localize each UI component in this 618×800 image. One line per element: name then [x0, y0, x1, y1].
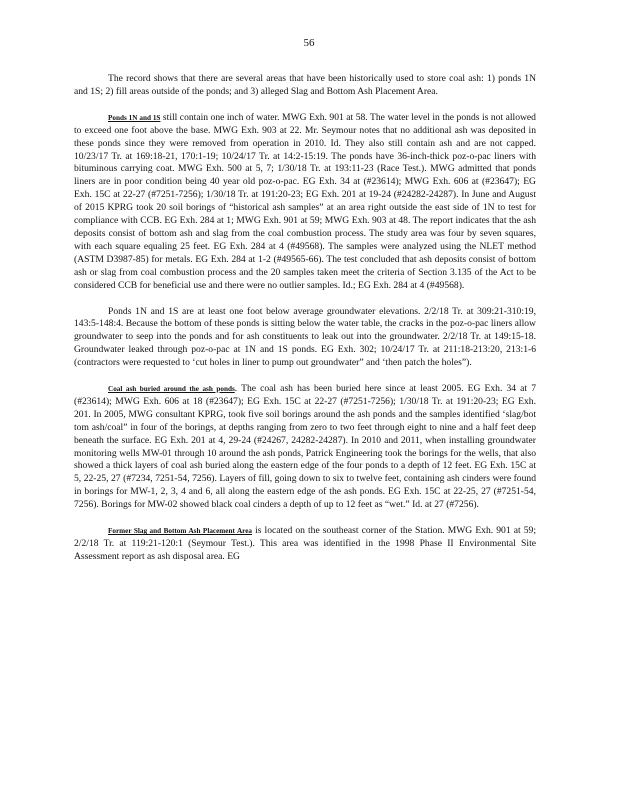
body-text — [74, 73, 536, 577]
paragraph-slag-area — [74, 525, 536, 564]
paragraph-text: still contain one inch of water. MWG Exh. 901 at 58. The water level in the ponds is not allowed to exceed one foot above the base. MWG Exh. 903 at 22. Mr. Seymour notes that no additional ash was deposited in these ponds since they were removed from operation in 2010. Id. They also still contain ash and are not capped. 10/23/17 Tr. at 169:18-21, 170:1-19; 10/24/17 Tr. at 14:2-15:19. The ponds have 36-inch-thick poz-o-pac liners with bituminous carrying coat. MWG Exh. 500 at 5, 7; 1/30/18 Tr. at 193:11-23 (Race Test.). MWG admitted that ponds liners are in poor condition being 40 year old poz-o-pac. EG Exh. 34 at (#23614); MWG Exh. 606 at (#23647); EG Exh. 15C at 22-27 (#7251-7256); 1/30/18 Tr. at 191:20-23; EG Exh. 201 at 19-24 (#24282-24287). In June and August of 2015 KPRG took 20 soil borings of “historical ash samples” at an area right outside the east side of 1N to test for compliance with CCB. EG Exh. 284 at 1; MWG Exh. 901 at 59; MWG Exh. 903 at 48. The report indicates that the ash deposits consist of bottom ash and slag from the coal combustion process. The study area was four by seven squares, with each square equaling 25 feet. EG Exh. 284 at 4 (#49568). The samples were analyzed using the NLET method (ASTM D3987-85) for metals. EG Exh. 284 at 1-2 (#49565-66). The test concluded that ash deposits consist of bottom ash or slag from coal combustion process and the 20 samples taken meet the criteria of Section 3.135 of the Act to be considered CCB for beneficial use and there were no outlier samples. Id.; EG Exh. 284 at 4 (#49568). — [74, 111, 536, 291]
page-number: 56 — [303, 37, 315, 49]
section-heading-slag-area: Former Slag and Bottom Ash Placement Area — [108, 527, 252, 536]
paragraph-text: is located on the southeast corner of the Station. MWG Exh. 901 at 59; 2/2/18 Tr. at 119:21-120:1 (Seymour Test.). This area was identified in the 1998 Phase II Environmental Site Assessment report as ash disposal area. EG — [74, 525, 536, 562]
paragraph-ponds — [74, 112, 536, 293]
paragraph-intro — [74, 73, 536, 99]
paragraph-buried-ash — [74, 383, 536, 512]
paragraph-text: Ponds 1N and 1S are at least one foot below average groundwater elevations. 2/2/18 Tr. at 309:21-310:19, 143:5-148:4. Because the bottom of these ponds is sitting below the water table, the cracks in the poz-o-pac liners allow groundwater to seep into the ponds and for ash constituents to leak out into the groundwater. 2/2/18 Tr. at 149:15-18. Groundwater leaked through poz-o-pac at 1N and 1S ponds. EG Exh. 302; 10/24/17 Tr. at 211:18-213:20, 213:1-6 (contractors were requested to ‘cut holes in liner to pump out groundwater” and ‘then patch the holes”). — [74, 305, 536, 369]
section-heading-ponds: Ponds 1N and 1S — [108, 113, 161, 122]
paragraph-groundwater — [74, 306, 536, 371]
paragraph-text: The record shows that there are several areas that have been historically used to store coal ash: 1) ponds 1N and 1S; 2) fill areas outside of the ponds; and 3) alleged Slag and Bottom Ash Placement Area. — [74, 73, 536, 97]
paragraph-text: . The coal ash has been buried here since at least 2005. EG Exh. 34 at 7 (#23614); MWG Exh. 606 at 18 (#23647); EG Exh. 15C at 22-27 (#7251-7256); 1/30/18 Tr. at 191:20-23; EG Exh. 201. In 2005, MWG consultant KPRG, took five soil borings around the ash ponds and the samples identified ‘slag/bot tom ash/coal” in four of the borings, at depths ranging from zero to two feet through eight to nine and a half feet deep beneath the surface. EG Exh. 201 at 4, 29-24 (#24267, 24282-24287). In 2010 and 2011, when installing groundwater monitoring wells MW-01 through 10 around the ash ponds, Patrick Engineering took the borings for the wells, that also showed a thick layers of coal ash buried along the eastern edge of the four ponds to a depth of 12 feet. EG Exh. 15C at 5, 22-25, 27 (#7234, 7251-54, 7256). Layers of fill, going down to six to twelve feet, containing ash cinders were found in borings for MW-1, 2, 3, 4 and 6, all along the eastern edge of the ash ponds. EG Exh. 15C at 22-25, 27 (#7251-54, 7256). Borings for MW-02 showed black coal cinders a depth of up to 12 feet as “wet.” Id. at 27 (#7256). — [74, 383, 536, 511]
section-heading-buried-ash: Coal ash buried around the ash ponds — [108, 385, 235, 394]
